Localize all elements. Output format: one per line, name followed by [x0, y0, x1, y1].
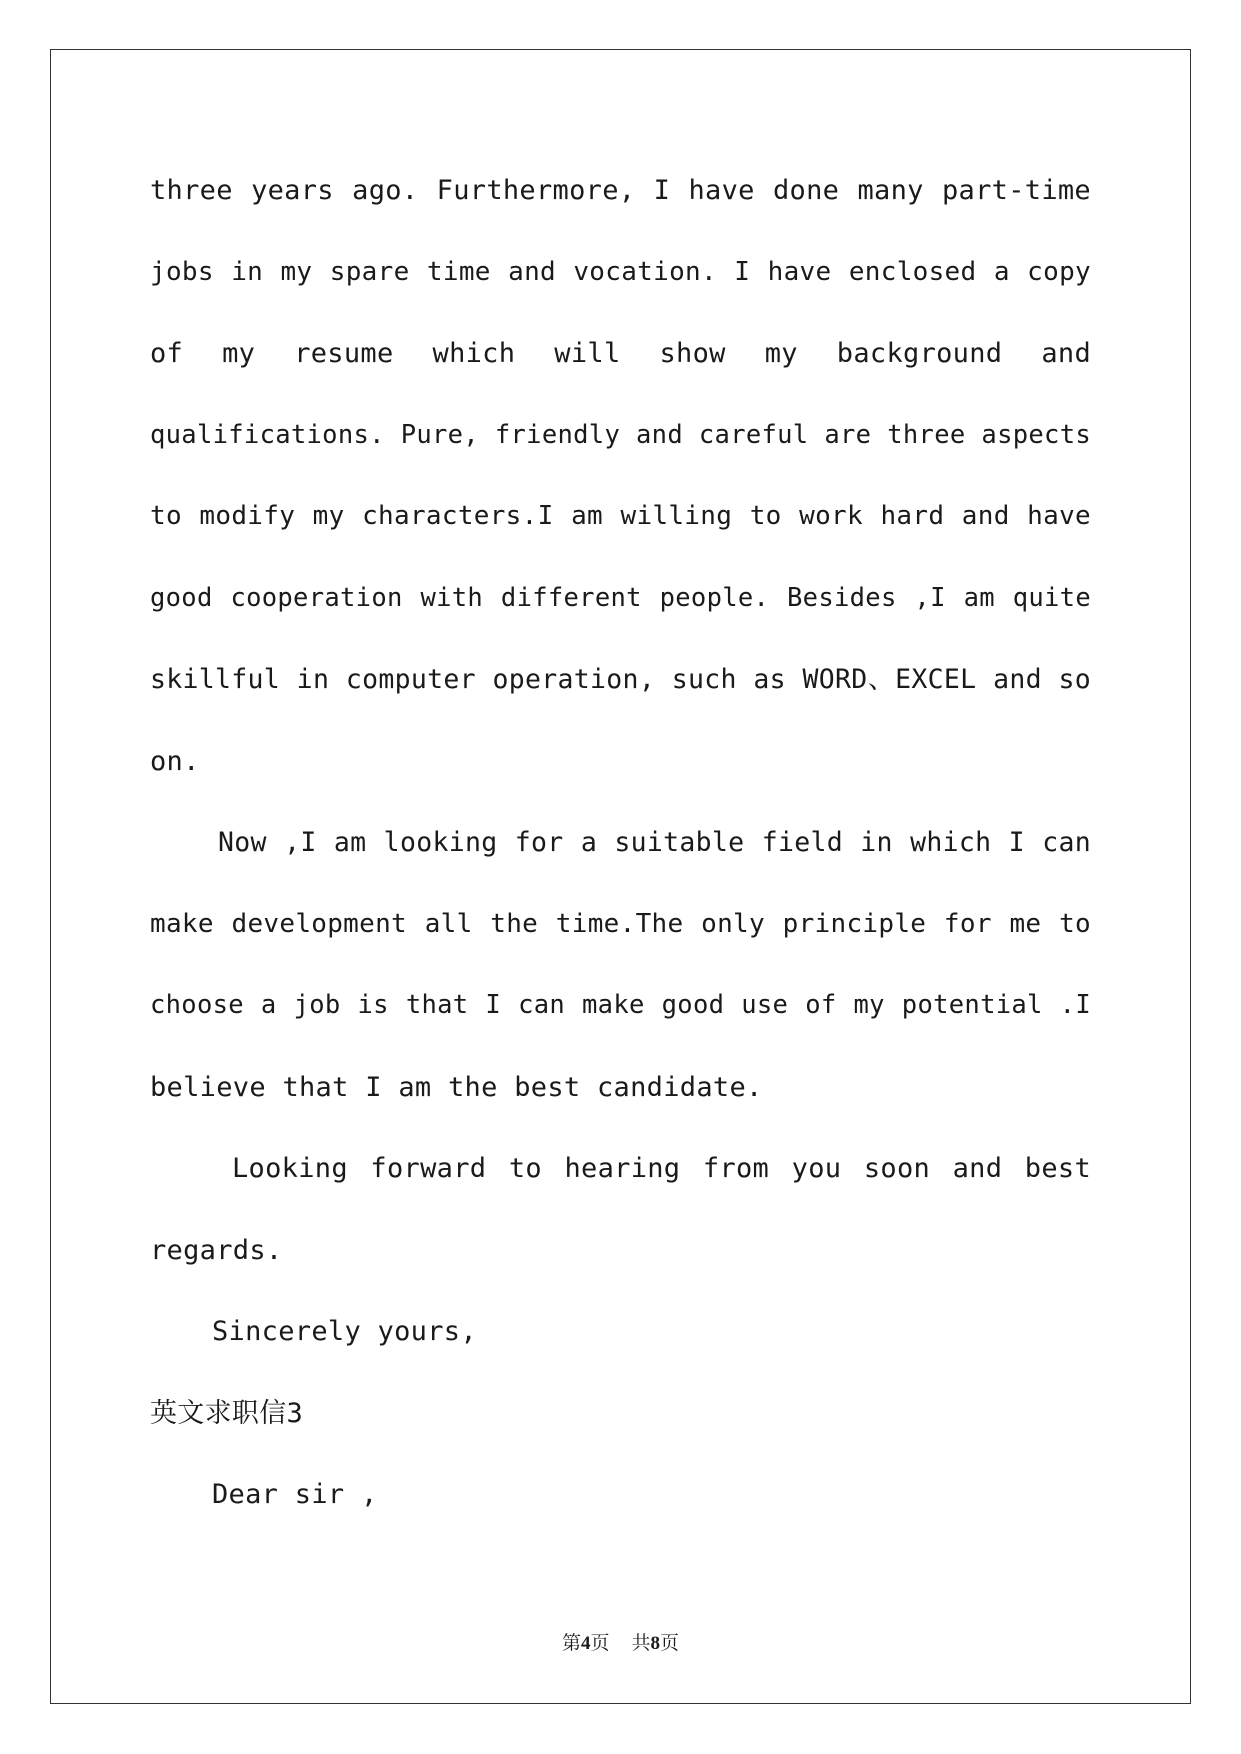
text-line: to modify my characters.I am willing to work hard and have [150, 501, 1091, 531]
text-line: jobs in my spare time and vocation. I have enclosed a copy [150, 256, 1091, 287]
paragraph-start-line: Looking forward to hearing from you soon and best [232, 1153, 1091, 1184]
paragraph-start-line: Now ,I am looking for a suitable field in which I can [218, 827, 1091, 858]
text-line: regards. [150, 1234, 283, 1266]
text-line: choose a job is that I can make good use of my potential .I [150, 990, 1091, 1020]
text-line: of my resume which will show my background and [150, 338, 1091, 369]
footer-page-number: 4 [580, 1633, 591, 1654]
footer-total-pages: 8 [650, 1633, 661, 1654]
footer-total-prefix: 共 [631, 1633, 651, 1654]
text-line: qualifications. Pure, friendly and careful are three aspects [150, 419, 1091, 450]
text-line: on. [150, 745, 200, 777]
text-line: make development all the time.The only principle for me to [150, 908, 1091, 939]
footer-total-suffix: 页 [660, 1633, 680, 1654]
document-body [150, 150, 1091, 1536]
salutation-line: Dear sir , [212, 1479, 378, 1510]
footer-page-suffix: 页 [590, 1633, 610, 1654]
text-line: believe that I am the best candidate. [150, 1071, 763, 1103]
text-line: skillful in computer operation, such as WORD、EXCEL and so [150, 664, 1091, 695]
text-line: three years ago. Furthermore, I have done many part-time [150, 175, 1091, 206]
closing-line: Sincerely yours, [212, 1316, 477, 1347]
text-line: good cooperation with different people. Besides ,I am quite [150, 582, 1091, 613]
footer-prefix: 第 [561, 1633, 581, 1654]
page-footer [0, 1628, 1241, 1655]
section-heading: 英文求职信3 [150, 1397, 304, 1429]
